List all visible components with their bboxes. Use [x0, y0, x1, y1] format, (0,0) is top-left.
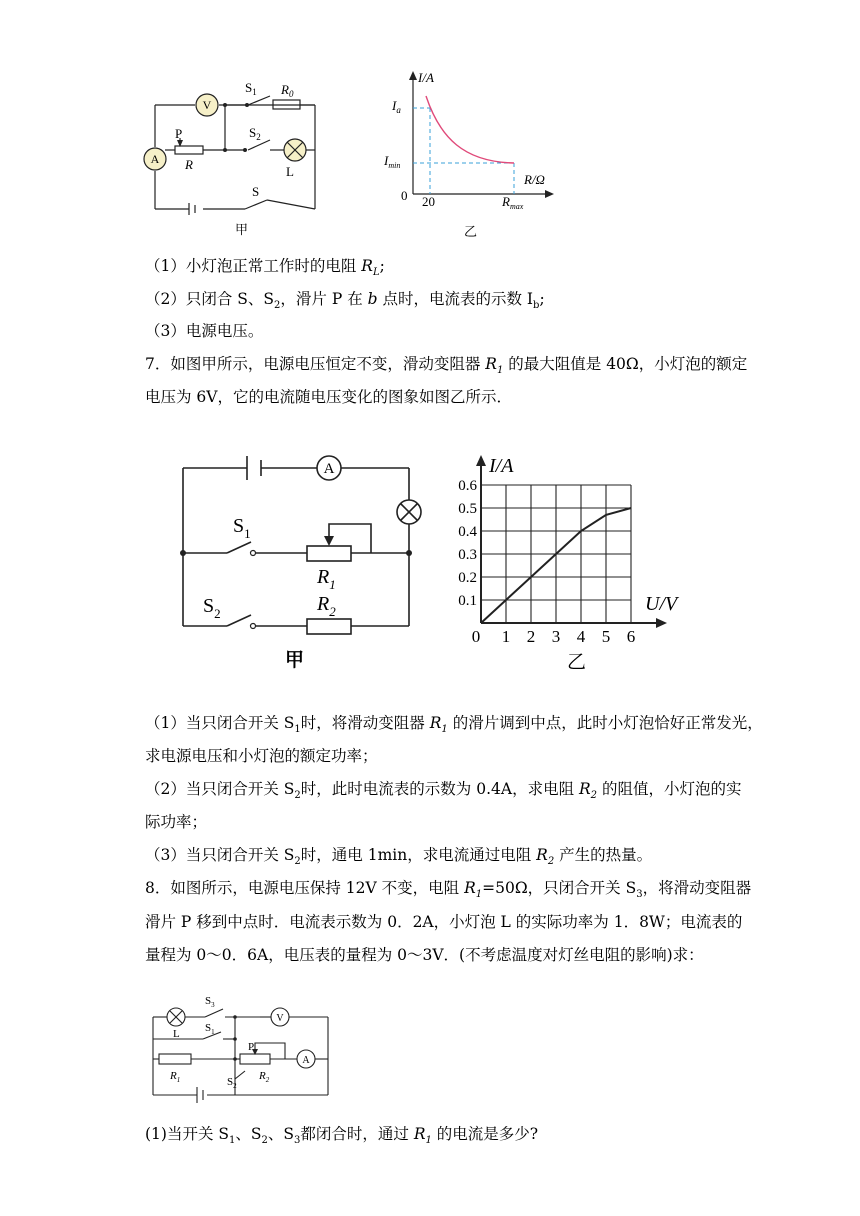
fig1-caption-jia: 甲 — [235, 222, 249, 237]
graph-origin: 0 — [401, 188, 408, 203]
q7-item-2-line-2: 际功率； — [145, 813, 208, 831]
q8-r1-label: $R_1$ — [170, 1070, 181, 1084]
s2-label: $S_2$ — [249, 125, 261, 142]
q7-xlabel: U/V — [645, 593, 678, 615]
q7-ytick-label: 0.3 — [458, 547, 477, 563]
q7-ytick-label: 0.4 — [458, 524, 477, 540]
q7-xtick-label: 6 — [626, 627, 636, 646]
r-label: R — [185, 157, 193, 172]
q7-caption-yi: 乙 — [567, 652, 587, 673]
q7-line-2: 电压为 6V，它的电流随电压变化的图象如图乙所示． — [145, 388, 512, 406]
q6-item-1: （1）小灯泡正常工作时的电阻 $R_L$; — [145, 257, 385, 279]
q7-xtick-label: 2 — [526, 627, 536, 646]
q8-voltmeter-label: V — [276, 1013, 284, 1024]
fig1-graph-ylabel: I/A — [418, 70, 434, 85]
q7-iu-chart — [455, 450, 680, 680]
q7-xtick-label: 4 — [576, 627, 586, 646]
q7-item-2-line-1: （2）当只闭合开关 $S_2$时，此时电流表的示数为 0.4A，求电阻 $R_2$ 的阻值，小灯泡的实 — [145, 780, 742, 802]
q7-x-arrow — [656, 618, 667, 628]
q7-ytick-label: 0.2 — [458, 570, 477, 586]
q7-item-1-line-1: （1）当只闭合开关 $S_1$时，将滑动变阻器 $R_1$ 的滑片调到中点，此时小灯泡恰好正常发光， — [145, 714, 763, 736]
s-label: S — [252, 184, 260, 199]
q7-caption-jia: 甲 — [285, 650, 305, 671]
ammeter-label: A — [150, 152, 160, 166]
q7-xtick-label: 5 — [601, 627, 611, 646]
q8-s3-label: $S_3$ — [205, 995, 215, 1009]
q7-y-arrow — [476, 455, 486, 466]
q7-ytick-label: 0.5 — [458, 501, 477, 517]
fig1-circuit — [135, 72, 335, 242]
q7-circuit — [165, 448, 435, 673]
s1-label: $S_1$ — [245, 80, 257, 97]
q8-s1-label: $S_1$ — [205, 1022, 215, 1036]
q7-ammeter-label: A — [323, 461, 335, 477]
q8-lamp-label: L — [173, 1028, 180, 1040]
voltmeter-label: V — [202, 98, 212, 112]
q7-s2-label: $S_2$ — [203, 595, 221, 621]
q8-ammeter-label: A — [302, 1055, 310, 1066]
q7-line-1: 7．如图甲所示，电源电压恒定不变，滑动变阻器 $R_1$ 的最大阻值是 40Ω，小灯泡的额定 — [145, 355, 748, 377]
q7-item-1-line-2: 求电源电压和小灯泡的额定功率； — [145, 747, 378, 765]
fig1-graph — [378, 66, 578, 244]
q8-s2-label: $S_2$ — [227, 1076, 237, 1090]
p-label: P — [175, 126, 183, 141]
q7-ytick-label: 0.1 — [458, 593, 477, 609]
q7-xtick-label: 0 — [471, 627, 481, 646]
q7-ytick-label: 0.6 — [458, 478, 477, 494]
fig1-caption-yi: 乙 — [464, 224, 478, 239]
q8-line-1: 8．如图所示，电源电压保持 12V 不变，电阻 $R_1=50\Omega$，只闭合开关 $S_3$，将滑动变阻器 — [145, 879, 752, 901]
rmax-label: $R_{max}$ — [502, 194, 524, 211]
q7-r1-label: $R_1$ — [317, 566, 336, 592]
q8-r2-label: $R_2$ — [259, 1070, 270, 1084]
q7-item-3: （3）当只闭合开关 $S_2$时，通电 1min，求电流通过电阻 $R_2$ 产生的热量。 — [145, 846, 653, 868]
q8-item-1: (1)当开关 $S_1$、$S_2$、$S_3$都闭合时，通过 $R_1$ 的电流是多少? — [145, 1125, 539, 1147]
x20-label: 20 — [422, 194, 435, 209]
fig1-graph-xlabel: R/Ω — [524, 172, 545, 187]
ia-label: $I_a$ — [392, 98, 401, 115]
q8-circuit — [145, 987, 345, 1112]
q8-line-3: 量程为 0～0．6A，电压表的量程为 0～3V．(不考虑温度对灯丝电阻的影响)求： — [145, 946, 704, 964]
q8-line-2: 滑片 P 移到中点时．电流表示数为 0．2A，小灯泡 L 的实际功率为 1．8W；电流表的 — [145, 913, 743, 931]
q6-item-2: （2）只闭合 S、$S_2$，滑片 P 在 b 点时，电流表的示数 $I_b$; — [145, 290, 545, 312]
q7-r2-label: $R_2$ — [317, 593, 336, 619]
q7-xtick-label: 3 — [551, 627, 561, 646]
lamp-label: L — [286, 164, 294, 179]
q7-s1-label: $S_1$ — [233, 515, 251, 541]
q6-item-3: （3）电源电压。 — [145, 322, 264, 340]
q7-xtick-label: 1 — [501, 627, 511, 646]
r0-label: $R_0$ — [281, 82, 294, 99]
q7-ylabel: I/A — [489, 455, 514, 477]
q8-p-label: P — [248, 1041, 255, 1053]
imin-label: $I_{min}$ — [384, 153, 401, 170]
